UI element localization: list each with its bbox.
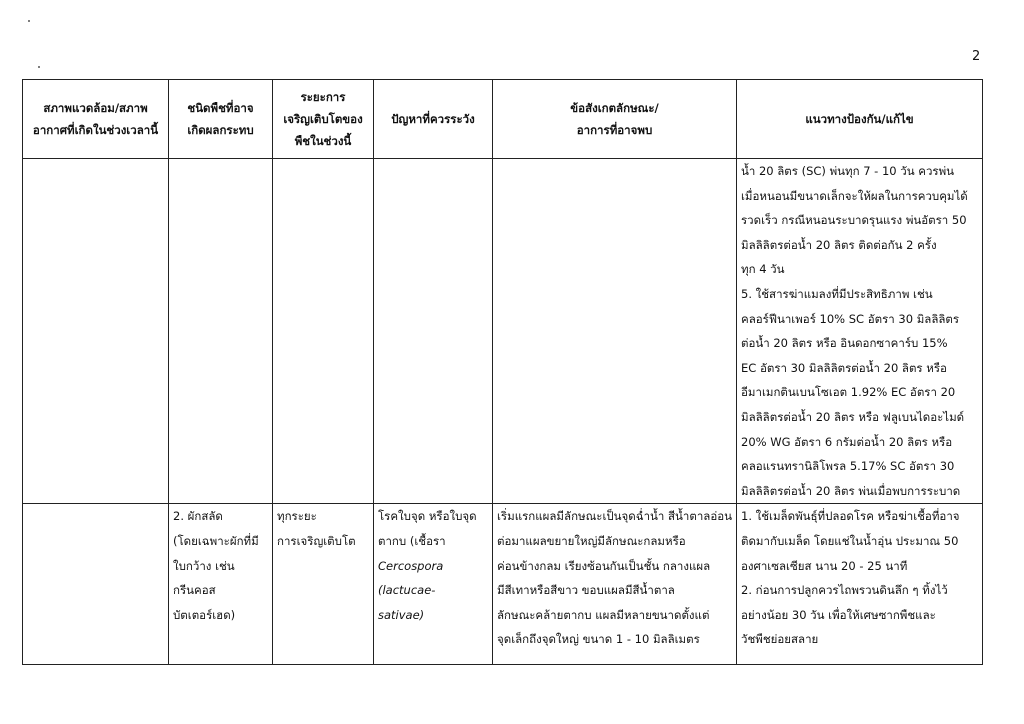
cell-prevention: [737, 159, 983, 504]
prevention-line: 5. ใช้สารฆ่าแมลงที่มีประสิทธิภาพ เช่น: [741, 286, 933, 301]
prevention-line: มิลลิลิตรต่อน้ำ 20 ลิตร พ่นเมื่อพบการระบาด: [741, 483, 961, 498]
cell-problem: โรคใบจุด หรือใบจุด ตากบ (เชื้อรา Cercospora (lactucae- sativae): [374, 504, 493, 665]
header-environment: สภาพแวดล้อม/สภาพ อากาศที่เกิดในช่วงเวลานี้: [23, 80, 169, 159]
prevention-line: รวดเร็ว กรณีหนอนระบาดรุนแรง พ่นอัตรา 50: [741, 213, 967, 228]
scan-mark-left: [38, 66, 40, 68]
header-prevention: แนวทางป้องกัน/แก้ไข: [737, 80, 983, 159]
scan-mark-top: [28, 20, 30, 22]
prevention-line: น้ำ 20 ลิตร (SC) พ่นทุก 7 - 10 วัน ควรพ่น: [741, 164, 955, 178]
table-header-row: [23, 80, 983, 159]
cell-symptoms: [493, 159, 737, 504]
prevention-line: ทุก 4 วัน: [741, 262, 785, 277]
prevention-line: เมื่อหนอนมีขนาดเล็กจะให้ผลในการควบคุมได้: [741, 188, 968, 203]
prevention-line: คลอแรนทรานิลิโพรล 5.17% SC อัตรา 30: [741, 459, 955, 474]
cell-crop: [169, 159, 273, 504]
cell-environment: [23, 159, 169, 504]
header-crop: ชนิดพืชที่อาจ เกิดผลกระทบ: [169, 80, 273, 159]
advisory-table: [22, 79, 983, 665]
pathogen-name: (lactucae-: [378, 583, 436, 598]
prevention-line: คลอร์ฟีนาเพอร์ 10% SC อัตรา 30 มิลลิลิตร: [741, 311, 960, 326]
cell-environment: [23, 504, 169, 665]
pathogen-name: Cercospora: [378, 558, 444, 573]
prevention-line: มิลลิลิตรต่อน้ำ 20 ลิตร ติดต่อกัน 2 ครั้ง: [741, 237, 937, 252]
pathogen-name: sativae): [378, 607, 425, 622]
prevention-line: อีมาเมกตินเบนโซเอต 1.92% EC อัตรา 20: [741, 385, 956, 400]
header-growth-stage: ระยะการ เจริญเติบโตของ พืชในช่วงนี้: [273, 80, 374, 159]
header-problem: ปัญหาที่ควรระวัง: [374, 80, 493, 159]
cell-problem: [374, 159, 493, 504]
cell-prevention: 1. ใช้เมล็ดพันธุ์ที่ปลอดโรค หรือฆ่าเชื้อที่อาจ ติดมากับเมล็ด โดยแช่ในน้ำอุ่น ประมาณ 50 องศาเซลเซียส นาน 20 - 25 นาที 2. ก่อนการปลูกควรไถพรวนดินลึก ๆ ทิ้งไว้ อย่างน้อย 30 วัน เพื่อให้เศษซากพืชและ วัชพืชย่อยสลาย: [737, 504, 983, 665]
cell-symptoms: เริ่มแรกแผลมีลักษณะเป็นจุดฉ่ำน้ำ สีน้ำตาลอ่อน ต่อมาแผลขยายใหญ่มีลักษณะกลมหรือ ค่อนข้างกลม เรียงซ้อนกันเป็นชั้น กลางแผล มีสีเทาหรือสีขาว ขอบแผลมีสีน้ำตาล ลักษณะคล้ายตากบ แผลมีหลายขนาดตั้งแต่ จุดเล็กถึงจุดใหญ่ ขนาด 1 - 10 มิลลิเมตร: [493, 504, 737, 665]
cell-stage: ทุกระยะ การเจริญเติบโต: [273, 504, 374, 665]
prevention-line: EC อัตรา 30 มิลลิลิตรต่อน้ำ 20 ลิตร หรือ: [741, 360, 947, 375]
cell-crop: 2. ผักสลัด (โดยเฉพาะผักที่มี ใบกว้าง เช่น กรีนคอส บัตเตอร์เฮด): [169, 504, 273, 665]
prevention-line: มิลลิลิตรต่อน้ำ 20 ลิตร หรือ ฟลูเบนไดอะไมด์: [741, 409, 965, 424]
page-number: 2: [972, 49, 981, 64]
table-row: [23, 159, 983, 504]
header-symptoms: ข้อสังเกตลักษณะ/ อาการที่อาจพบ: [493, 80, 737, 159]
prevention-line: ต่อน้ำ 20 ลิตร หรือ อินดอกซาคาร์บ 15%: [741, 336, 948, 351]
prevention-line: 20% WG อัตรา 6 กรัมต่อน้ำ 20 ลิตร หรือ: [741, 434, 953, 449]
table-row: [23, 504, 983, 665]
cell-stage: [273, 159, 374, 504]
